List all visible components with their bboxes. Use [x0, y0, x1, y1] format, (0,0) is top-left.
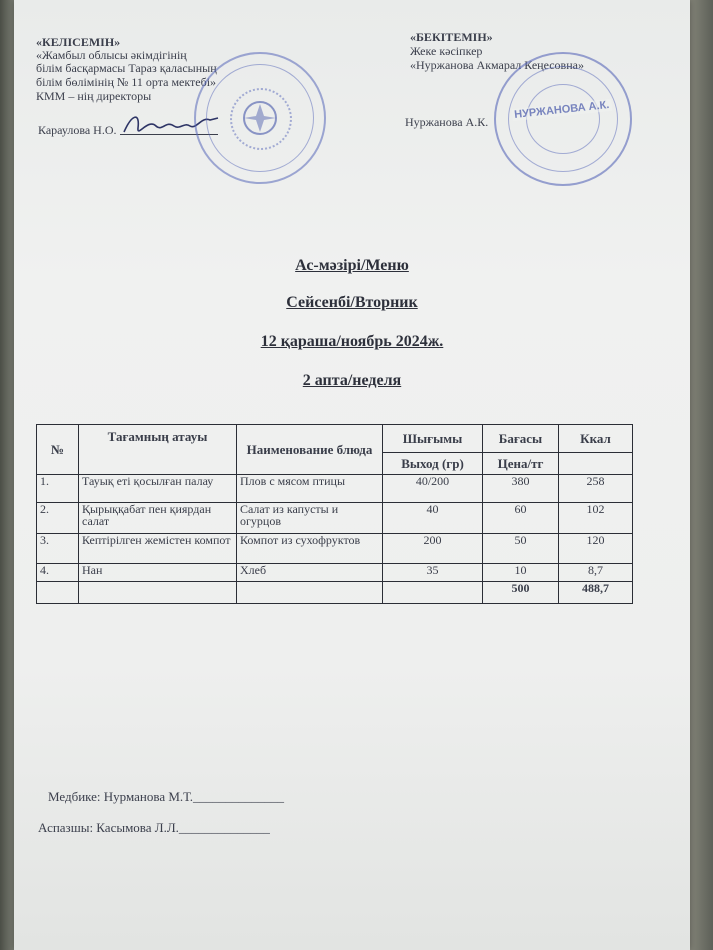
approval-right-line: «Нуржанова Акмарал Кеңесовна»	[410, 58, 584, 72]
approval-left-line: КММ – нің директоры	[36, 89, 152, 103]
header-yield-kz: Шығымы	[383, 425, 483, 453]
header-price-kz: Бағасы	[483, 425, 559, 453]
row-yield: 40	[383, 503, 483, 534]
row-name-ru: Хлеб	[237, 564, 383, 582]
header-name-kz: Тағамның атауы	[79, 425, 237, 475]
row-name-kz: Нан	[79, 564, 237, 582]
week-title: 2 апта/неделя	[302, 372, 402, 389]
row-price: 10	[483, 564, 559, 582]
row-num: 1.	[37, 475, 79, 503]
menu-title: Ас-мәзірі/Меню	[295, 257, 409, 274]
approval-left-heading: «КЕЛІСЕМІН»	[36, 35, 121, 49]
background-left	[0, 0, 14, 950]
approval-left-line: білім басқармасы Тараз қаласының	[36, 61, 217, 75]
row-yield: 200	[383, 534, 483, 564]
approval-left-line: білім бөлімінің № 11 орта мектебі»	[36, 75, 217, 89]
date-title: 12 қараша/ноябрь 2024ж.	[260, 333, 444, 350]
table-row	[37, 475, 633, 503]
menu-table	[36, 424, 633, 604]
row-name-kz: Қырыққабат пен қиярдан салат	[79, 503, 237, 534]
cook-signature-line: Аспазшы: Касымова Л.Л.______________	[38, 820, 270, 835]
row-name-kz: Кептірілген жемістен компот	[79, 534, 237, 564]
row-yield: 35	[383, 564, 483, 582]
approval-left-line: «Жамбыл облысы әкімдігінің	[36, 48, 187, 62]
background-right	[686, 0, 713, 950]
row-price: 60	[483, 503, 559, 534]
approval-left-signatory: Караулова Н.О.	[38, 123, 117, 137]
row-num: 2.	[37, 503, 79, 534]
document-page	[14, 0, 690, 950]
row-kcal: 102	[559, 503, 633, 534]
table-row	[37, 503, 633, 534]
row-kcal: 8,7	[559, 564, 633, 582]
approval-right-signatory: Нуржанова А.К.	[405, 115, 489, 129]
header-price-ru: Цена/тг	[483, 453, 559, 475]
row-yield: 40/200	[383, 475, 483, 503]
official-stamp-left	[194, 52, 326, 184]
day-title: Сейсенбі/Вторник	[286, 294, 418, 311]
table-row	[37, 534, 633, 564]
header-yield-ru: Выход (гр)	[383, 453, 483, 475]
row-kcal: 258	[559, 475, 633, 503]
row-num: 3.	[37, 534, 79, 564]
approval-right-line: Жеке кәсіпкер	[410, 44, 483, 58]
row-price: 380	[483, 475, 559, 503]
header-num: №	[37, 425, 79, 475]
total-price: 500	[483, 582, 559, 604]
official-stamp-right	[494, 52, 632, 186]
nurse-signature-line: Медбике: Нурманова М.Т.______________	[48, 789, 285, 804]
row-name-ru: Плов с мясом птицы	[237, 475, 383, 503]
total-kcal: 488,7	[559, 582, 633, 604]
row-name-ru: Салат из капусты и огурцов	[237, 503, 383, 534]
emblem-icon	[240, 98, 280, 138]
row-kcal: 120	[559, 534, 633, 564]
row-price: 50	[483, 534, 559, 564]
table-total-row	[37, 582, 633, 604]
stamp-name: НУРЖАНОВА А.К.	[513, 99, 610, 121]
row-num: 4.	[37, 564, 79, 582]
row-name-ru: Компот из сухофруктов	[237, 534, 383, 564]
header-name-ru: Наименование блюда	[237, 425, 383, 475]
header-kcal-sub	[559, 453, 633, 475]
approval-right-heading: «БЕКІТЕМІН»	[410, 30, 493, 44]
header-kcal: Ккал	[559, 425, 633, 453]
row-name-kz: Тауық еті қосылған палау	[79, 475, 237, 503]
table-row	[37, 564, 633, 582]
